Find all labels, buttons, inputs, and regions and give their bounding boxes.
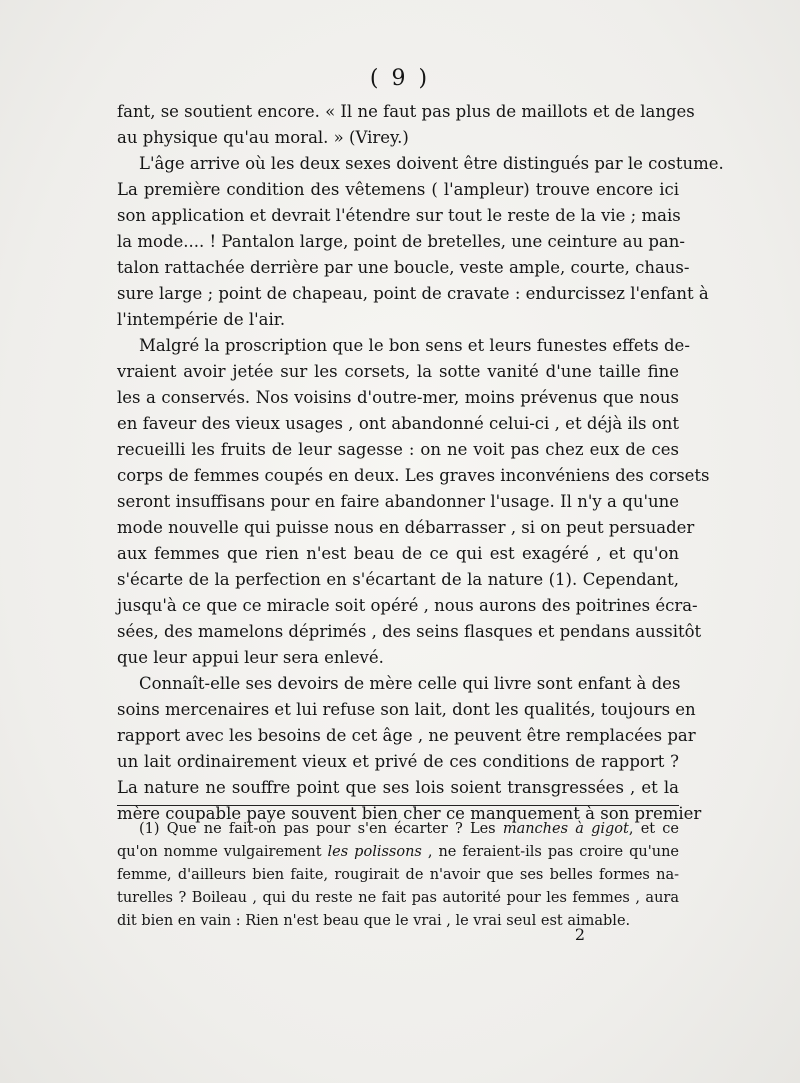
text-line: L'âge arrive où les deux sexes doivent être distingués par le costume.	[139, 154, 724, 173]
italic-phrase: manches à gigot	[502, 821, 629, 837]
text-line: s'écarte de la perfection en s'écartant de la nature (1). Cependant,	[117, 570, 679, 589]
footnote-text: qu'on nomme vulgairement	[117, 844, 328, 860]
page-number: ( 9 )	[369, 66, 431, 91]
footnote-separator	[117, 805, 679, 806]
italic-phrase: les polissons	[327, 844, 422, 860]
text-line: recueilli les fruits de leur sagesse : on ne voit pas chez eux de ces	[117, 440, 679, 459]
footnote-line	[117, 818, 679, 841]
text-line: au physique qu'au moral. » (Virey.)	[117, 128, 409, 147]
text-line: les a conservés. Nos voisins d'outre-mer, moins prévenus que nous	[117, 388, 679, 407]
footnote-block	[117, 818, 679, 933]
text-line: mode nouvelle qui puisse nous en débarrasser , si on peut persuader	[117, 518, 695, 537]
footnote-text: turelles ? Boileau , qui du reste ne fait pas autorité pour les femmes , aura	[117, 890, 679, 906]
footnote-text: , ne feraient-ils pas croire qu'une	[421, 844, 679, 860]
footnote-text: , et ce	[628, 821, 680, 837]
text-line: La nature ne souffre point que ses lois soient transgressées , et la	[117, 778, 679, 797]
footnote-text: (1) Que ne fait-on pas pour s'en écarter ? Les	[139, 821, 503, 837]
main-text-block	[117, 99, 724, 827]
text-line: La première condition des vêtemens ( l'ampleur) trouve encore ici	[117, 180, 679, 199]
text-line: corps de femmes coupés en deux. Les graves inconvéniens des corsets	[117, 466, 710, 485]
text-line: sées, des mamelons déprimés , des seins flasques et pendans aussitôt	[117, 622, 702, 641]
footnote-text: dit bien en vain : Rien n'est beau que le vrai , le vrai seul est aimable.	[117, 913, 631, 929]
text-line: jusqu'à ce que ce miracle soit opéré , nous aurons des poitrines écra-	[117, 596, 698, 615]
footnote-line	[117, 864, 679, 887]
text-line: Connaît-elle ses devoirs de mère celle qui livre sont enfant à des	[139, 674, 681, 693]
signature-mark: 2	[574, 925, 586, 944]
text-line: seront insuffisans pour en faire abandonner l'usage. Il n'y a qu'une	[117, 492, 679, 511]
text-line: que leur appui leur sera enlevé.	[117, 648, 384, 667]
footnote-line	[117, 887, 679, 910]
text-line: son application et devrait l'étendre sur tout le reste de la vie ; mais	[117, 206, 681, 225]
text-line: sure large ; point de chapeau, point de cravate : endurcissez l'enfant à	[117, 284, 709, 303]
text-line: l'intempérie de l'air.	[117, 310, 286, 329]
footnote-line	[117, 841, 679, 864]
text-line: Malgré la proscription que le bon sens et leurs funestes effets de-	[139, 336, 690, 355]
text-line: rapport avec les besoins de cet âge , ne peuvent être remplacées par	[117, 726, 696, 745]
text-line: la mode.... ! Pantalon large, point de bretelles, une ceinture au pan-	[117, 232, 685, 251]
footnote-text: femme, d'ailleurs bien faite, rougirait de n'avoir que ses belles formes na-	[117, 867, 679, 883]
text-line: en faveur des vieux usages , ont abandonné celui-ci , et déjà ils ont	[117, 414, 679, 433]
text-line: vraient avoir jetée sur les corsets, la sotte vanité d'une taille fine	[117, 362, 679, 381]
text-line: soins mercenaires et lui refuse son lait, dont les qualités, toujours en	[117, 700, 696, 719]
text-line: talon rattachée derrière par une boucle, veste ample, courte, chaus-	[117, 258, 690, 277]
text-line: un lait ordinairement vieux et privé de ces conditions de rapport ?	[117, 752, 679, 771]
text-line: fant, se soutient encore. « Il ne faut pas plus de maillots et de langes	[117, 102, 695, 121]
text-line: mère coupable paye souvent bien cher ce manquement à son premier	[117, 804, 702, 823]
text-line: aux femmes que rien n'est beau de ce qui est exagéré , et qu'on	[117, 544, 679, 563]
